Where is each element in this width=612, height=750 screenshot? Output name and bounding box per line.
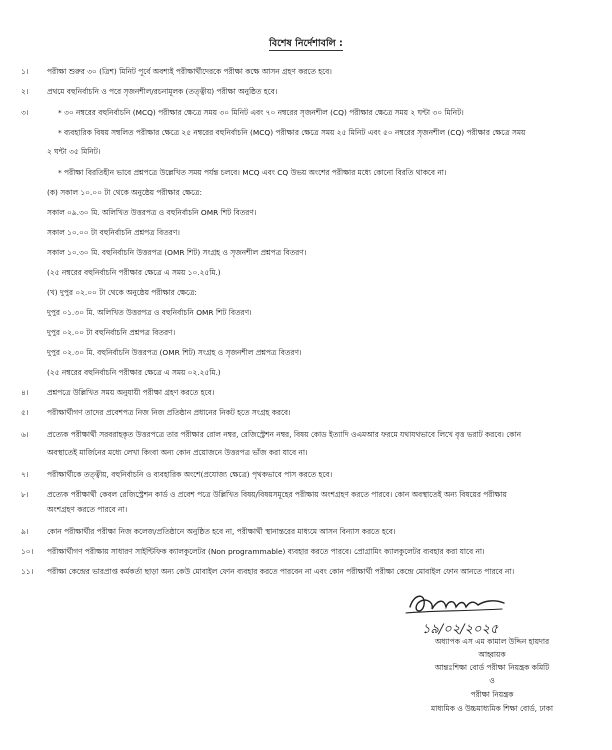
signatory-name: অধ্যাপক এস এম কামাল উদ্দিন হায়দার [434,637,550,646]
instruction-line: * ব্যবহারিক বিষয় সম্বলিত পরীক্ষার ক্ষেত্রে ২৫ নম্বরের বহুনির্বাচনি (MCQ) পরীক্ষার ক্ষেত্রে সময় ২৫ মিনিট এবং ৫০ নম্বরের সৃজনশীল (CQ) পরীক্ষার ক্ষেত্রে সময় [58,128,526,137]
instruction-line: প্রথমে বহুনির্বাচনি ও পরে সৃজনশীল/রচনামূলক (তত্ত্বীয়) পরীক্ষা অনুষ্ঠিত হবে। [47,87,278,96]
instruction-line: প্রত্যেক পরীক্ষার্থী কেবল রেজিস্ট্রেশন কার্ড ও প্রবেশ পত্রে উল্লিখিত বিষয়/বিষয়সমূহের পরীক্ষায় অংশগ্রহণ করতে পারবে। কোন অবস্থাতেই অন্য বিষয়ের পরীক্ষায় [47,490,507,499]
instruction-line: প্রশ্নপত্রে উল্লিখিত সময় অনুযায়ী পরীক্ষা গ্রহণ করতে হবে। [47,388,215,397]
item-number: ৮। [21,490,29,499]
instruction-line: দুপুর ০২.০০ টা বহুনির্বাচনি প্রশ্নপত্র বিতরণ। [47,328,176,337]
signatory-board: মাধ্যমিক ও উচ্চমাধ্যমিক শিক্ষা বোর্ড, ঢাকা [430,704,553,713]
instruction-line: সকাল ০৯.৩০ মি. অলিখিত উত্তরপত্র ও বহুনির্বাচনি OMR শিট বিতরণ। [47,208,257,217]
item-number: ৩। [21,108,29,117]
item-number: ৬। [21,430,29,439]
signatory-conjunction: ও [489,676,495,685]
instruction-line: প্রত্যেক পরীক্ষার্থী সরবরাহকৃত উত্তরপত্রে তার পরীক্ষার রোল নম্বর, রেজিস্ট্রেশন নম্বর, বিষয় কোড ইত্যাদি ওএমআর ফরমে যথাযথভাবে লিখে বৃত্ত ভরাট করবে। কোন [47,430,522,439]
signatory-role: আহ্বায়ক [478,650,506,659]
item-number: ১০। [21,547,34,556]
instruction-line: (২৫ নম্বরের বহুনির্বাচনি পরীক্ষার ক্ষেত্রে এ সময় ০২.২৫মি.) [47,368,221,377]
item-number: ২। [21,87,29,96]
instruction-line: অবস্থাতেই মার্জিনের মধ্যে লেখা কিংবা অন্য কোন প্রয়োজনে উত্তরপত্র ভাঁজ করা যাবে না। [47,448,308,457]
instruction-line: পরীক্ষার্থীকে তত্ত্বীয়, বহুনির্বাচনি ও ব্যবহারিক অংশে(প্রযোজ্য ক্ষেত্রে) পৃথকভাবে পাস করতে হবে। [47,470,333,479]
instruction-line: অংশগ্রহণ করতে পারবে না। [47,505,128,514]
item-number: ১। [21,67,29,76]
signatory-committee: আন্তঃশিক্ষা বোর্ড পরীক্ষা নিয়ন্ত্রক কমিটি [434,663,550,672]
instruction-line: পরীক্ষা শুরুর ৩০ (ত্রিশ) মিনিট পূর্বে অবশ্যই পরীক্ষার্থীদেরকে পরীক্ষা কক্ষে আসন গ্রহণ করতে হবে। [47,67,332,76]
item-number: ৪। [21,388,29,397]
instruction-line: কোন পরীক্ষার্থীর পরীক্ষা নিজ কলেজ/প্রতিষ্ঠানে অনুষ্ঠিত হবে না, পরীক্ষার্থী স্থানান্তরের মাধ্যমে আসন বিন্যাস করতে হবে। [47,527,396,536]
item-number: ৫। [21,408,29,417]
item-number: ১১। [21,567,34,576]
instruction-line: * পরীক্ষা বিরতিহীন ভাবে প্রশ্নপত্রে উল্লেখিত সময় পর্যন্ত চলবে। MCQ এবং CQ উভয় অংশের পরীক্ষার মধ্যে কোনো বিরতি থাকবে না। [58,168,447,177]
signatory-post: পরীক্ষা নিয়ন্ত্রক [470,690,514,699]
instruction-line: (২৫ নম্বরের বহুনির্বাচনি পরীক্ষার ক্ষেত্রে এ সময় ১০.২৫মি.) [47,268,221,277]
instruction-line: * ৩০ নম্বরের বহুনির্বাচনি (MCQ) পরীক্ষার ক্ষেত্রে সময় ৩০ মিনিট এবং ৭০ নম্বরের সৃজনশীল (CQ) পরীক্ষার ক্ষেত্রে সময় ২ ঘন্টা ৩০ মিনিট। [58,108,464,117]
item-number: ৭। [21,470,29,479]
instruction-line: দুপুর ০২.৩০ মি. বহুনির্বাচনি উত্তরপত্র (OMR শিট) সংগ্রহ ও সৃজনশীল প্রশ্নপত্র বিতরণ। [47,348,302,357]
item-number: ৯। [21,527,29,536]
instruction-line: ২ ঘন্টা ৩৫ মিনিট। [47,147,101,156]
instruction-line: পরীক্ষা কেন্দ্রের ভারপ্রাপ্ত কর্মকর্তা ছাড়া অন্য কেউ মোবাইল ফোন ব্যবহার করতে পারবেন না এবং কোন পরীক্ষার্থী পরীক্ষা কেন্দ্রে মোবাইল ফোন আনতে পারবে না। [47,567,515,576]
instruction-line: সকাল ১০.৩০ মি. বহুনির্বাচনি উত্তরপত্র (OMR শিট) সংগ্রহ ও সৃজনশীল প্রশ্নপত্র বিতরণ। [47,248,307,257]
instruction-line: (ক) সকাল ১০.০০ টা থেকে অনুষ্ঠেয় পরীক্ষার ক্ষেত্রে: [47,188,202,197]
instruction-line: পরীক্ষার্থীগণ পরীক্ষায় সাধারণ সাইন্টিফিক ক্যালকুলেটর (Non programmable) ব্যবহার করতে পারবে। প্রোগ্রামিং ক্যালকুলেটর ব্যবহার করা যাবে না। [47,547,485,556]
signature-date: ১৯/০২/২০২৫ [422,622,499,637]
instruction-line: (খ) দুপুর ০২.০০ টা থেকে অনুষ্ঠেয় পরীক্ষার ক্ষেত্রে: [47,288,197,297]
instruction-line: সকাল ১০.০০ টা বহুনির্বাচনি প্রশ্নপত্র বিতরণ। [47,228,180,237]
instruction-line: দুপুর ০১.৩০ মি. অলিখিত উত্তরপত্র ও বহুনির্বাচনি OMR শিট বিতরণ। [47,308,252,317]
instruction-line: পরীক্ষার্থীগণ তাদের প্রবেশপত্র নিজ নিজ প্রতিষ্ঠান প্রধানের নিকট হতে সংগ্রহ করবে। [47,408,291,417]
page-title: বিশেষ নির্দেশাবলি : [269,38,343,49]
